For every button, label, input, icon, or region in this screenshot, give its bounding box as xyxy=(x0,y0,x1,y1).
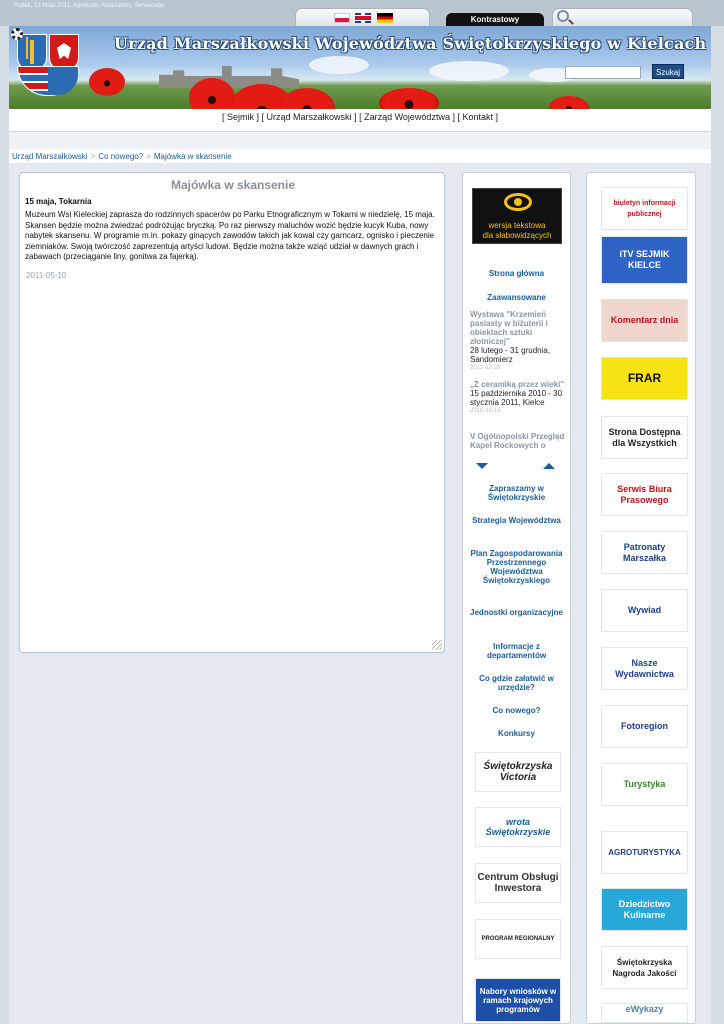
search-icon[interactable] xyxy=(557,10,569,22)
crest-stripes-icon xyxy=(17,66,79,96)
english-flag-icon[interactable] xyxy=(355,13,371,23)
sidebar-item-strategia[interactable]: Strategia Województwa xyxy=(472,516,561,525)
breadcrumb-item-current[interactable]: Majówka w skansenie xyxy=(153,152,232,161)
bip-logo[interactable]: biuletyn informacji publicznej xyxy=(601,187,688,230)
breadcrumb-separator: > xyxy=(146,152,151,161)
article-body: Muzeum Wsi Kieleckiej zaprasza do rodzinnych spacerów po Parku Etnograficznym w Tokarni w niedzielę, 15 maja. Skansen będzie można zwiedzać podróżując bryczką. Po raz pierwszy maluchów wozić będzie kucyk Kuba, nowy nabytek skansenu. W programie m.in. pokazy ginących zawodów takich jak kowal czy garncarz, ognisko i pieczenie ziemniaków. Swoją twórczość zaprezentują artyści ludowi. Będzie można także wziąć udział w dawnych grach i zabawach (przeciąganie liny, gonitwa za fajerką). xyxy=(25,210,435,261)
header-banner xyxy=(9,26,711,109)
news-item[interactable] xyxy=(470,432,568,450)
culinary-heritage-logo[interactable]: Dziedzictwo Kulinarne xyxy=(601,888,688,931)
breadcrumb-item-urzad[interactable]: Urząd Marszałkowski xyxy=(12,152,88,161)
komentarz-dnia-logo[interactable]: Komentarz dnia xyxy=(601,299,688,342)
crest-cross-icon xyxy=(17,34,47,70)
scroll-up-icon[interactable] xyxy=(543,463,555,469)
text-version-banner[interactable] xyxy=(472,188,562,244)
article-title: Majówka w skansenie xyxy=(170,178,296,192)
poppy-image xyxy=(379,88,439,109)
wrota-logo[interactable]: wrota Świętokrzyskie xyxy=(475,807,561,847)
ewykazy-logo[interactable]: eWykazy xyxy=(601,1003,688,1023)
sidebar-item-plan[interactable]: Plan Zagospodarowania Przestrzennego Województwa Świętokrzyskiego xyxy=(470,549,563,585)
nav-item-urzad[interactable]: Urząd Marszałkowski xyxy=(266,112,352,122)
news-date: 2011-02-28 xyxy=(470,365,501,371)
agritourism-logo[interactable]: AGROTURYSTYKA xyxy=(601,831,688,874)
accessible-site-logo[interactable]: Strona Dostępna dla Wszystkich xyxy=(601,416,688,459)
news-item[interactable] xyxy=(470,310,568,373)
breadcrumb-separator: > xyxy=(90,152,96,161)
language-tab xyxy=(295,8,430,26)
poppy-image xyxy=(549,96,589,109)
frar-logo[interactable]: FRAR xyxy=(601,357,688,400)
top-bar xyxy=(0,0,724,26)
sidebar-item-konkursy[interactable]: Konkursy xyxy=(498,729,535,738)
investor-center-logo[interactable]: Centrum Obsługi Inwestora xyxy=(475,863,561,903)
resize-handle-icon[interactable] xyxy=(432,640,442,650)
press-service-logo[interactable]: Serwis Biura Prasowego xyxy=(601,473,688,516)
text-version-label xyxy=(473,221,561,241)
right-sidebar xyxy=(586,172,696,1024)
poppy-image xyxy=(89,68,125,96)
middle-sidebar xyxy=(462,172,571,1024)
nav-item-zarzad[interactable]: Zarząd Województwa xyxy=(364,112,450,122)
date-line: Piątek, 13 Maja 2011, Agnieszki, Magdaleny, Serwacego xyxy=(14,3,165,9)
scroll-down-icon[interactable] xyxy=(476,463,488,469)
regional-program-logo[interactable]: PROGRAM REGIONALNY xyxy=(475,919,561,959)
article-subtitle: 15 maja, Tokarnia xyxy=(25,197,92,206)
search-tab xyxy=(552,8,693,26)
fotoregion-logo[interactable]: Fotoregion xyxy=(601,705,688,748)
nav-item-kontakt[interactable]: Kontakt xyxy=(462,112,493,122)
news-title: V Ogólnopolski Przegląd Kapel Rockowych o xyxy=(470,432,565,450)
breadcrumb xyxy=(12,152,232,161)
text-version-line1: wersja tekstowa xyxy=(488,221,546,230)
crest-eagle-icon xyxy=(49,34,79,70)
sidebar-item-co-gdzie[interactable]: Co gdzie załatwić w urzędzie? xyxy=(479,674,554,692)
main-nav: [ Sejmik ] [ Urząd Marszałkowski ] [ Zarząd Województwa ] [ Kontakt ] xyxy=(9,109,711,131)
sidebar-item-zapraszamy[interactable]: Zapraszamy w Świętokrzyskie xyxy=(487,484,546,502)
secondary-bar xyxy=(9,131,711,149)
tourism-logo[interactable]: Turystyka xyxy=(601,763,688,806)
news-item[interactable] xyxy=(470,380,568,416)
national-programs-logo[interactable]: Nabory wniosków w ramach krajowych programów xyxy=(475,978,561,1022)
sidebar-item-jednostki[interactable]: Jednostki organizacyjne xyxy=(470,608,563,617)
nav-item-sejmik[interactable]: Sejmik xyxy=(227,112,255,122)
victoria-logo[interactable]: Świętokrzyska Victoria xyxy=(475,752,561,792)
publications-logo[interactable]: Nasze Wydawnictwa xyxy=(601,647,688,690)
news-body: 28 lutego - 31 grudnia, Sandomierz xyxy=(470,346,551,364)
eye-icon xyxy=(504,193,532,211)
news-date: 2010-10-15 xyxy=(470,408,501,414)
contrast-button[interactable]: Kontrastowy xyxy=(446,13,544,26)
patronage-logo[interactable]: Patronaty Marszałka xyxy=(601,531,688,574)
cloud-decoration xyxy=(309,56,369,74)
text-version-line2: dla słabowidzących xyxy=(482,231,552,240)
sidebar-item-informacje[interactable]: Informacje z departamentów xyxy=(486,642,547,660)
poppy-image xyxy=(279,88,335,109)
article-date: 2011-05-10 xyxy=(26,271,67,280)
gear-icon[interactable] xyxy=(11,28,23,40)
search-button[interactable]: Szukaj xyxy=(652,64,684,79)
news-title: „Z ceramiką przez wieki" xyxy=(470,380,565,389)
interview-logo[interactable]: Wywiad xyxy=(601,589,688,632)
itv-sejmik-logo[interactable]: iTV SEJMIK KIELCE xyxy=(601,236,688,284)
cloud-decoration xyxy=(429,61,509,81)
news-title: Wystawa "Krzemień pasiasty w biżuterii i obiektach sztuki złotniczej" xyxy=(470,310,548,346)
site-title: Urząd Marszałkowski Województwa Świętokrzyskiego w Kielcach xyxy=(114,34,707,53)
advanced-search-link[interactable]: Zaawansowane xyxy=(487,293,546,302)
search-input[interactable] xyxy=(565,66,641,79)
sidebar-item-co-nowego[interactable]: Co nowego? xyxy=(492,706,541,715)
news-body: 15 października 2010 - 30 stycznia 2011, Kielce xyxy=(470,389,563,407)
quality-award-logo[interactable]: Świętokrzyska Nagroda Jakości xyxy=(601,946,688,989)
article-panel xyxy=(19,172,445,653)
polish-flag-icon[interactable] xyxy=(334,13,350,23)
home-link[interactable]: Strona główna xyxy=(488,269,545,278)
german-flag-icon[interactable] xyxy=(377,13,393,23)
breadcrumb-item-co-nowego[interactable]: Co nowego? xyxy=(98,152,144,161)
